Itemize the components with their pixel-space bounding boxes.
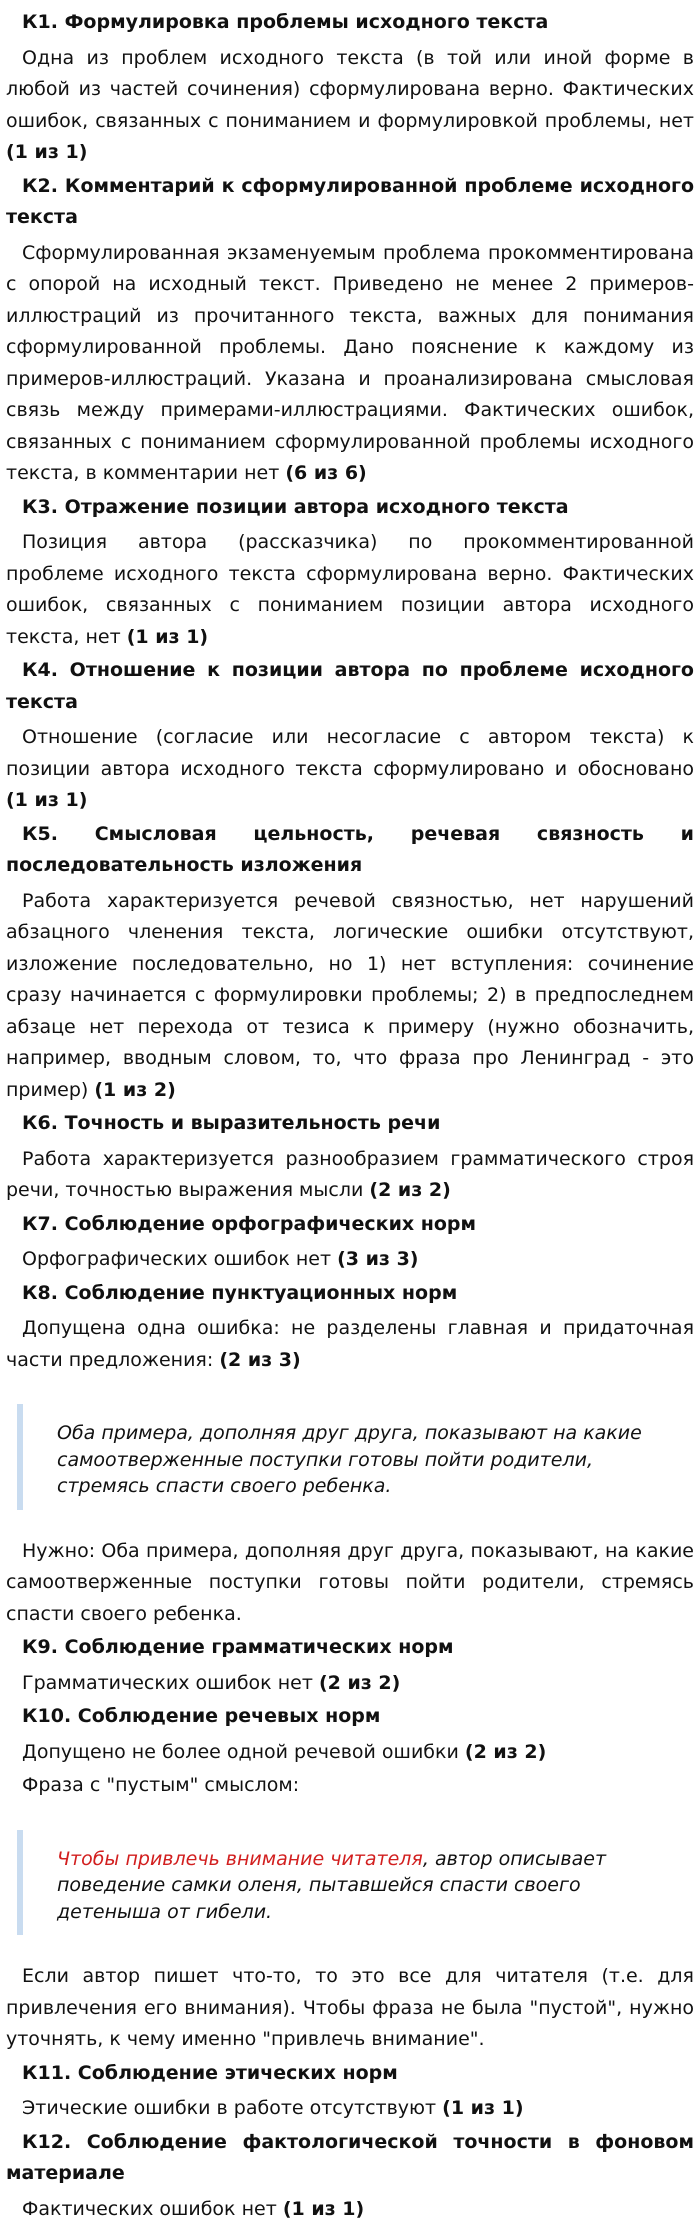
criterion-text: Орфографических ошибок нет (3 из 3) [6,1244,694,1276]
criterion-score: (1 из 1) [442,2097,523,2119]
criterion-text: Отношение (согласие или несогласие с автором текста) к позиции автора исходного текста сформулировано и обосновано (1 из 1) [6,722,694,817]
criterion-heading: К5. Смысловая цельность, речевая связность и последовательность изложения [6,819,694,882]
criterion-score: (1 из 1) [283,2198,364,2220]
criterion-heading: К8. Соблюдение пунктуационных норм [6,1278,694,1310]
error-quote: Оба примера, дополняя друг друга, показывают на какие самоотверженные поступки готовы пойти родители, стремясь спасти своего ребенка. [17,1404,694,1510]
criterion-text: Работа характеризуется речевой связностью, нет нарушений абзацного членения текста, логические ошибки отсутствуют, изложение последовательно, но 1) нет вступления: сочинение сразу начинается с формулировки проблемы; 2) в предпоследнем абзаце нет перехода от тезиса к примеру (нужно обозначить, например, вводным словом, то, что фраза про Ленинград - это пример) (1 из 2) [6,886,694,1107]
criterion-text: Этические ошибки в работе отсутствуют (1 из 1) [6,2093,694,2125]
criterion-k1 [6,0,694,169]
criterion-k11 [6,2058,694,2125]
correction-text: Нужно: Оба примера, дополняя друг друга, показывают, на какие самоотверженные поступки готовы пойти родители, стремясь спасти своего ребенка. [6,1536,694,1631]
criterion-k5 [6,819,694,1107]
criterion-score: (6 из 6) [285,462,366,484]
criterion-score: (2 из 2) [369,1179,450,1201]
criterion-heading: К2. Комментарий к сформулированной проблеме исходного текста [6,171,694,234]
criterion-heading: К6. Точность и выразительность речи [6,1108,694,1140]
criterion-score: (3 из 3) [337,1248,418,1270]
criterion-k12 [6,2127,694,2225]
criterion-heading: К10. Соблюдение речевых норм [6,1701,694,1733]
error-quote [17,1830,694,1936]
criterion-score: (2 из 3) [219,1349,300,1371]
criterion-k8 [6,1278,694,1631]
criterion-text: Фактических ошибок нет (1 из 1) [6,2194,694,2225]
criterion-k7 [6,1209,694,1276]
criterion-heading: К1. Формулировка проблемы исходного текста [6,0,694,39]
highlighted-error: Чтобы привлечь внимание читателя [57,1848,423,1870]
criterion-k4 [6,655,694,817]
criterion-score: (1 из 1) [6,141,87,163]
criterion-score: (1 из 1) [6,789,87,811]
criterion-heading: К9. Соблюдение грамматических норм [6,1632,694,1664]
criterion-subtext: Фраза с "пустым" смыслом: [6,1770,694,1802]
criterion-k10 [6,1701,694,2056]
criterion-text: Допущено не более одной речевой ошибки (2 из 2) [6,1737,694,1769]
quote-rest: , автор описывает поведение самки оленя, пытавшейся спасти своего детеныша от гибели. [57,1848,606,1923]
criterion-k9 [6,1632,694,1699]
criterion-text: Одна из проблем исходного текста (в той или иной форме в любой из частей сочинения) сформулирована верно. Фактических ошибок, связанных с пониманием и формулировкой проблемы, нет (1 из 1) [6,43,694,169]
criterion-k3 [6,492,694,654]
criterion-text: Работа характеризуется разнообразием грамматического строя речи, точностью выражения мысли (2 из 2) [6,1144,694,1207]
criterion-heading: К12. Соблюдение фактологической точности в фоновом материале [6,2127,694,2190]
criterion-k6 [6,1108,694,1207]
criterion-heading: К11. Соблюдение этических норм [6,2058,694,2090]
criterion-heading: К3. Отражение позиции автора исходного текста [6,492,694,524]
criterion-text: Позиция автора (рассказчика) по прокомментированной проблеме исходного текста сформулирована верно. Фактических ошибок, связанных с пониманием позиции автора исходного текста, нет (1 из 1) [6,527,694,653]
criterion-text: Допущена одна ошибка: не разделены главная и придаточная части предложения: (2 из 3) [6,1313,694,1376]
criterion-heading: К7. Соблюдение орфографических норм [6,1209,694,1241]
explanation-text: Если автор пишет что-то, то это все для читателя (т.е. для привлечения его внимания). Чтобы фраза не была "пустой", нужно уточнять, к чему именно "привлечь внимание". [6,1961,694,2056]
criterion-score: (2 из 2) [465,1741,546,1763]
criterion-text: Грамматических ошибок нет (2 из 2) [6,1668,694,1700]
criterion-score: (1 из 2) [94,1079,175,1101]
criterion-text: Сформулированная экзаменуемым проблема прокомментирована с опорой на исходный текст. Приведено не менее 2 примеров-иллюстраций из прочитанного текста, важных для понимания сформулированной проблемы. Дано пояснение к каждому из примеров-иллюстраций. Указана и проанализирована смысловая связь между примерами-иллюстрациями. Фактических ошибок, связанных с пониманием сформулированной проблемы исходного текста, в комментарии нет (6 из 6) [6,238,694,490]
criterion-score: (2 из 2) [319,1672,400,1694]
criterion-k2 [6,171,694,490]
criterion-heading: К4. Отношение к позиции автора по проблеме исходного текста [6,655,694,718]
criterion-score: (1 из 1) [127,626,208,648]
